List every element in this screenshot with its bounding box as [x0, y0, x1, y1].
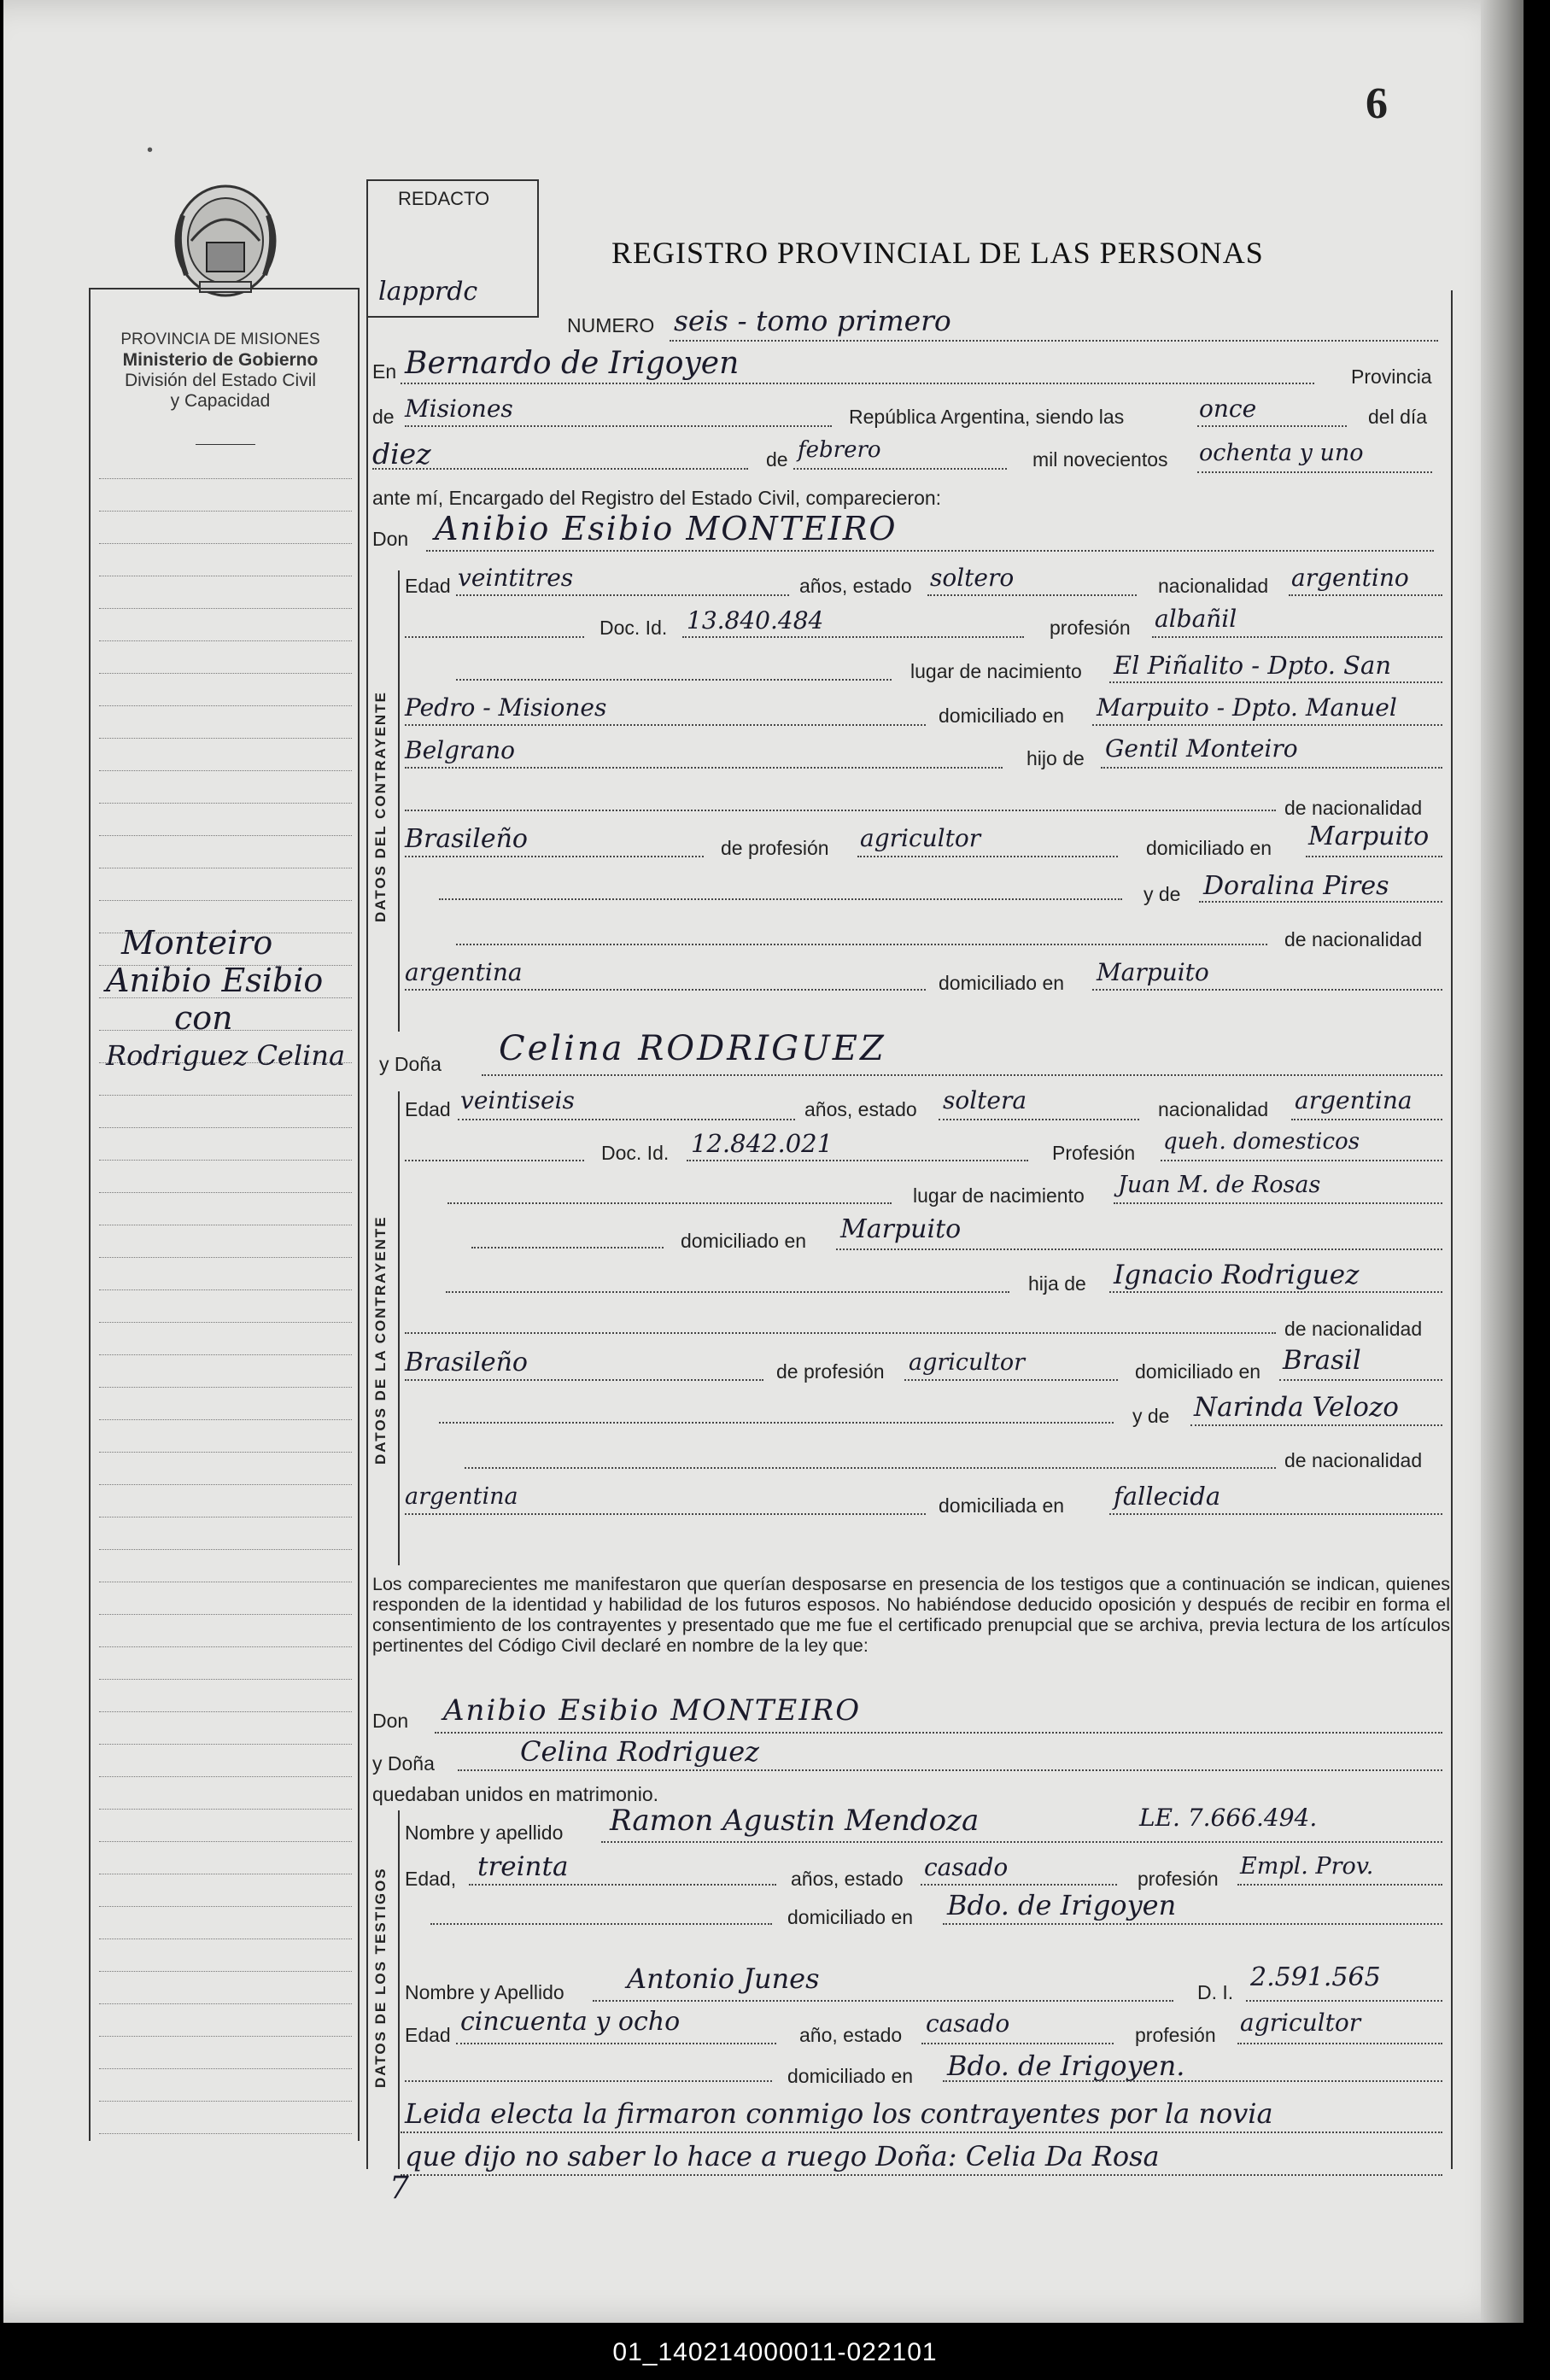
bride-estado: soltera — [943, 1086, 1027, 1114]
fill-line — [426, 550, 1434, 552]
page-number: 6 — [1366, 79, 1388, 128]
division-name: División del Estado Civil — [124, 371, 317, 390]
margin-note — [106, 924, 345, 1074]
scan-id-footer: 01_140214000011-022101 — [0, 2324, 1550, 2380]
fill-line — [921, 1884, 1117, 1886]
fill-line — [1289, 594, 1442, 596]
fill-line — [670, 340, 1438, 342]
fill-line — [405, 767, 1003, 769]
margin-rule — [99, 1192, 352, 1193]
fill-line — [1092, 989, 1442, 991]
margin-note-bride: Rodriguez Celina — [106, 1039, 346, 1072]
registry-page — [3, 0, 1524, 2323]
bride-madre-domicilio: fallecida — [1114, 1482, 1221, 1511]
groom-nacionalidad: argentino — [1291, 564, 1409, 592]
fill-line — [372, 468, 748, 470]
fill-line — [1306, 856, 1442, 857]
groom-padre-profesion: agricultor — [860, 824, 981, 852]
fill-line — [1092, 724, 1442, 726]
fill-line — [471, 1247, 664, 1248]
bride-padre-domicilio: Brasil — [1283, 1345, 1361, 1376]
divider — [196, 444, 255, 445]
fill-line — [458, 1769, 1442, 1771]
w2-profesion-label: profesión — [1135, 2024, 1216, 2046]
groom-padre: Gentil Monteiro — [1105, 734, 1298, 763]
fill-line — [405, 810, 1276, 811]
fill-line — [1109, 681, 1442, 683]
margin-rule — [99, 1257, 352, 1258]
margin-rule — [99, 673, 352, 674]
bride-nacionalidad-label: nacionalidad — [1158, 1098, 1269, 1120]
bride-y-de-label: y de — [1132, 1405, 1170, 1427]
redacto-signature: lapprdc — [378, 277, 478, 307]
groom-section-border — [398, 570, 400, 1032]
w2-ano-estado-label: año, estado — [799, 2024, 903, 2046]
groom-madre-nacionalidad: argentina — [405, 958, 523, 986]
groom-anos-estado-label: años, estado — [799, 575, 912, 597]
fill-line — [405, 856, 704, 857]
fill-line — [405, 989, 926, 991]
bride-profesion: queh. domesticos — [1163, 1129, 1360, 1155]
bride-profesion-label: Profesión — [1052, 1142, 1136, 1164]
margin-column-top — [89, 288, 359, 289]
bride-hija-label: hija de — [1028, 1272, 1086, 1295]
fill-line — [1114, 1202, 1442, 1204]
numero-label: NUMERO — [567, 314, 655, 336]
margin-rule — [99, 1387, 352, 1388]
decl-don-name: Anibio Esibio MONTEIRO — [443, 1693, 862, 1728]
fill-line — [687, 1160, 1028, 1161]
bride-domicilio: Marpuito — [840, 1214, 962, 1244]
w1-domiciliado-label: domiciliado en — [787, 1906, 914, 1928]
fill-line — [927, 594, 1137, 596]
margin-rule — [99, 1354, 352, 1355]
groom-doc: 13.840.484 — [687, 606, 824, 634]
month-value: febrero — [798, 437, 881, 463]
groom-name: Anibio Esibio MONTEIRO — [435, 510, 898, 547]
bride-edad: veintiseis — [460, 1086, 575, 1114]
bride-edad-label: Edad — [405, 1098, 451, 1120]
margin-rule — [99, 1160, 352, 1161]
margin-rule — [99, 1614, 352, 1615]
groom-y-de-label: y de — [1143, 883, 1181, 905]
margin-rule — [99, 1549, 352, 1550]
groom-padre-domicilio: Marpuito — [1308, 822, 1430, 851]
groom-padre-prof-label: de profesión — [721, 837, 829, 859]
fill-line — [1109, 1291, 1442, 1293]
stray-mark: • — [147, 141, 154, 160]
day-value: diez — [372, 437, 431, 471]
fill-line — [939, 1119, 1139, 1120]
margin-rule — [99, 2003, 352, 2004]
year-value: ochenta y uno — [1199, 440, 1364, 466]
fill-line — [1199, 901, 1442, 903]
final-note-line-2: que dijo no saber lo hace a ruego Doña: Celia Da Rosa — [405, 2140, 1160, 2172]
fill-line — [456, 679, 892, 681]
groom-lugar-1: El Piñalito - Dpto. San — [1114, 651, 1392, 680]
w2-profesion: agricultor — [1240, 2009, 1361, 2037]
fill-line — [405, 1160, 584, 1161]
margin-rule — [99, 1095, 352, 1096]
margin-rule — [99, 640, 352, 641]
groom-domicilio-2: Belgrano — [405, 736, 515, 764]
w2-edad: cincuenta y ocho — [460, 2007, 681, 2037]
groom-domiciliado-label: domiciliado en — [939, 705, 1065, 727]
w1-edad-label: Edad, — [405, 1868, 457, 1890]
final-note-mark: 7 — [389, 2171, 409, 2206]
fill-line — [857, 856, 1118, 857]
groom-padre-dom-label: domiciliado en — [1146, 837, 1272, 859]
del-dia-label: del día — [1368, 406, 1428, 428]
groom-madre-domicilio: Marpuito — [1097, 958, 1209, 986]
margin-rule — [99, 1419, 352, 1420]
fill-line — [405, 2080, 772, 2082]
bride-padre-nac-label: de nacionalidad — [1284, 1318, 1423, 1340]
fill-line — [401, 383, 1314, 384]
hour-value: once — [1199, 395, 1257, 423]
ante-mi-text: ante mí, Encargado del Registro del Estado Civil, comparecieron: — [372, 487, 942, 509]
fill-line — [1291, 1119, 1442, 1120]
margin-rule — [99, 2101, 352, 2102]
fill-line — [921, 2043, 1114, 2044]
decl-dona-name: Celina Rodriguez — [520, 1735, 760, 1768]
province-block — [92, 330, 348, 412]
margin-rule — [99, 2133, 352, 2134]
fill-line — [1101, 767, 1442, 769]
margin-note-name: Anibio Esibio — [106, 962, 324, 999]
bride-lugar: Juan M. de Rosas — [1118, 1172, 1321, 1198]
margin-column-border — [358, 288, 360, 2141]
fill-line — [1190, 1424, 1442, 1426]
bride-madre: Narinda Velozo — [1194, 1392, 1399, 1423]
fill-line — [1152, 636, 1442, 638]
w2-nombre-label: Nombre y Apellido — [405, 1981, 564, 2003]
decl-closing: quedaban unidos en matrimonio. — [372, 1783, 659, 1805]
w1-doc: LE. 7.666.494. — [1139, 1804, 1318, 1832]
margin-rule — [99, 900, 352, 901]
w2-nombre: Antonio Junes — [627, 1962, 820, 1995]
bride-doc-label: Doc. Id. — [601, 1142, 670, 1164]
margin-rule — [99, 1322, 352, 1323]
fill-line — [836, 1248, 1442, 1250]
fill-line — [469, 1884, 776, 1886]
margin-note-surname: Monteiro — [121, 924, 273, 962]
province-name: PROVINCIA DE MISIONES — [120, 330, 320, 348]
margin-rule — [99, 1809, 352, 1810]
margin-rule — [99, 1646, 352, 1647]
groom-lugar-label: lugar de nacimiento — [910, 660, 1082, 682]
groom-madre: Doralina Pires — [1203, 871, 1389, 901]
bride-madre-nac-label: de nacionalidad — [1284, 1449, 1423, 1471]
bride-madre-dom-label: domiciliada en — [939, 1494, 1065, 1517]
groom-madre-dom-label: domiciliado en — [939, 972, 1065, 994]
registry-title: REGISTRO PROVINCIAL DE LAS PERSONAS — [611, 236, 1264, 270]
groom-lugar-2: Pedro - Misiones — [405, 693, 607, 722]
fill-line — [405, 636, 584, 638]
margin-rule — [99, 1127, 352, 1128]
w1-profesion: Empl. Prov. — [1240, 1853, 1374, 1880]
groom-domicilio-1: Marpuito - Dpto. Manuel — [1097, 693, 1397, 722]
groom-nacionalidad-label: nacionalidad — [1158, 575, 1269, 597]
witness-section-label: DATOS DE LOS TESTIGOS — [372, 1867, 389, 2088]
place-value: Bernardo de Irigoyen — [405, 346, 740, 381]
fill-line — [458, 1119, 795, 1120]
fill-line — [446, 1291, 1009, 1293]
w2-domicilio: Bdo. de Irigoyen. — [947, 2050, 1185, 2082]
bride-madre-nacionalidad: argentina — [405, 1483, 518, 1510]
margin-rule — [99, 2068, 352, 2069]
fill-line — [405, 1513, 926, 1515]
margin-rule — [99, 835, 352, 836]
fill-line — [1197, 425, 1347, 427]
w1-profesion-label: profesión — [1138, 1868, 1219, 1890]
division-name-2: y Capacidad — [170, 391, 271, 411]
w1-nombre: Ramon Agustin Mendoza — [610, 1804, 980, 1838]
bride-nacionalidad: argentina — [1295, 1086, 1413, 1114]
fill-line — [430, 1923, 772, 1925]
province-value: Misiones — [405, 395, 513, 423]
groom-profesion: albañil — [1155, 605, 1237, 633]
form-left-border — [366, 290, 368, 2169]
groom-profesion-label: profesión — [1050, 617, 1131, 639]
fill-line — [405, 425, 832, 427]
fill-line — [456, 594, 789, 596]
groom-padre-nacionalidad: Brasileño — [405, 824, 528, 854]
margin-rule — [99, 1744, 352, 1745]
decl-don-label: Don — [372, 1710, 409, 1732]
en-label: En — [372, 360, 397, 383]
margin-rule — [99, 478, 352, 479]
groom-padre-nac-label: de nacionalidad — [1284, 797, 1423, 819]
fill-line — [439, 1422, 1114, 1424]
margin-column-border — [89, 288, 91, 2141]
margin-rule — [99, 705, 352, 706]
fill-line — [793, 468, 1007, 470]
margin-rule — [99, 2036, 352, 2037]
bride-doc: 12.842.021 — [691, 1129, 833, 1158]
fill-line — [447, 1202, 892, 1204]
bride-padre: Ignacio Rodriguez — [1114, 1260, 1360, 1290]
year-label: mil novecientos — [1032, 448, 1168, 471]
margin-rule — [99, 1711, 352, 1712]
fill-line — [456, 2043, 776, 2044]
bride-section-label: DATOS DE LA CONTRAYENTE — [372, 1215, 389, 1465]
bride-name: Celina RODRIGUEZ — [499, 1029, 886, 1068]
fill-line — [482, 1074, 1442, 1076]
bride-section-border — [398, 1091, 400, 1565]
w2-domiciliado-label: domiciliado en — [787, 2065, 914, 2087]
groom-section-label: DATOS DEL CONTRAYENTE — [372, 691, 389, 922]
redacto-box — [366, 179, 539, 318]
fill-line — [904, 1379, 1118, 1381]
margin-note-con: con — [174, 999, 233, 1037]
margin-rule — [99, 1906, 352, 1907]
numero-value: seis - tomo primero — [674, 304, 951, 337]
groom-edad-label: Edad — [405, 575, 451, 597]
fill-line — [1279, 1379, 1442, 1381]
groom-doc-label: Doc. Id. — [600, 617, 668, 639]
fill-line — [682, 636, 1024, 638]
bride-padre-prof-label: de profesión — [776, 1360, 885, 1383]
w1-domicilio: Bdo. de Irigoyen — [947, 1889, 1177, 1921]
misiones-seal-icon — [166, 181, 285, 302]
margin-rule — [99, 1679, 352, 1680]
w1-nombre-label: Nombre y apellido — [405, 1822, 564, 1844]
margin-rule — [99, 608, 352, 609]
margin-rule — [99, 511, 352, 512]
bride-dona-label: y Doña — [379, 1053, 442, 1075]
margin-rule — [99, 1452, 352, 1453]
w2-doc-label: D. I. — [1197, 1981, 1234, 2003]
margin-rule — [99, 770, 352, 771]
fill-line — [401, 2174, 1442, 2176]
w2-estado: casado — [926, 2009, 1010, 2038]
fill-line — [943, 2080, 1442, 2082]
groom-madre-nac-label: de nacionalidad — [1284, 928, 1423, 950]
provincia-label: Provincia — [1351, 365, 1432, 388]
bride-domiciliado-label: domiciliado en — [681, 1230, 807, 1252]
groom-edad: veintitres — [458, 564, 574, 592]
bride-lugar-label: lugar de nacimiento — [913, 1184, 1085, 1207]
fill-line — [405, 1379, 763, 1381]
don-label: Don — [372, 528, 409, 550]
de-label: de — [372, 406, 395, 428]
republica-text: República Argentina, siendo las — [849, 406, 1125, 428]
bride-padre-profesion: agricultor — [909, 1349, 1026, 1376]
margin-rule — [99, 738, 352, 739]
margin-rule — [99, 1841, 352, 1842]
fill-line — [439, 898, 1122, 900]
margin-rule — [99, 1484, 352, 1485]
margin-rule — [99, 803, 352, 804]
margin-rule — [99, 1971, 352, 1972]
fill-line — [601, 1841, 1442, 1843]
form-right-border — [1451, 290, 1453, 2169]
fill-line — [593, 2000, 1173, 2002]
fill-line — [1197, 471, 1432, 473]
w1-edad: treinta — [477, 1851, 569, 1882]
fill-line — [1237, 2043, 1442, 2044]
final-note-line-1: Leida electa la firmaron conmigo los contrayentes por la novia — [405, 2097, 1273, 2130]
fill-line — [405, 724, 926, 726]
fill-line — [1161, 1160, 1442, 1161]
fill-line — [1237, 1884, 1442, 1886]
bride-padre-nacionalidad: Brasileño — [405, 1348, 528, 1377]
fill-line — [465, 1467, 1276, 1469]
margin-rule — [99, 1776, 352, 1777]
w1-estado: casado — [924, 1853, 1009, 1881]
fill-line — [1246, 2000, 1442, 2002]
fill-line — [456, 944, 1267, 945]
fill-line — [943, 1923, 1442, 1925]
fill-line — [1109, 1513, 1442, 1515]
book-spine — [1481, 0, 1524, 2323]
w2-doc: 2.591.565 — [1250, 1962, 1381, 1992]
witness-section-border — [398, 1810, 400, 2169]
margin-rule — [99, 543, 352, 544]
fill-line — [401, 2131, 1442, 2133]
bride-padre-dom-label: domiciliado en — [1135, 1360, 1261, 1383]
redacto-label: REDACTO — [398, 188, 490, 209]
ministry-name: Ministerio de Gobierno — [122, 350, 319, 370]
w2-edad-label: Edad — [405, 2024, 451, 2046]
fill-line — [405, 1332, 1276, 1334]
groom-hijo-label: hijo de — [1027, 747, 1085, 769]
month-label: de — [766, 448, 788, 471]
declaration-paragraph: Los comparecientes me manifestaron que querían desposarse en presencia de los testigos que a continuación se indican, quienes responden de la identidad y habilidad de los futuros esposos. No habiéndose deducido oposición y después de recibir en forma el consentimiento de los contrayentes y presentado que me fue el certificado prenupcial que se archiva, previa lectura de los artículos pertinentes del Código Civil declaré en nombre de la ley que: — [372, 1574, 1450, 1656]
groom-estado: soltero — [930, 564, 1015, 592]
bride-anos-estado-label: años, estado — [804, 1098, 917, 1120]
margin-rule — [99, 1289, 352, 1290]
fill-line — [435, 1732, 1442, 1734]
decl-dona-label: y Doña — [372, 1752, 435, 1775]
w1-anos-estado-label: años, estado — [791, 1868, 904, 1890]
